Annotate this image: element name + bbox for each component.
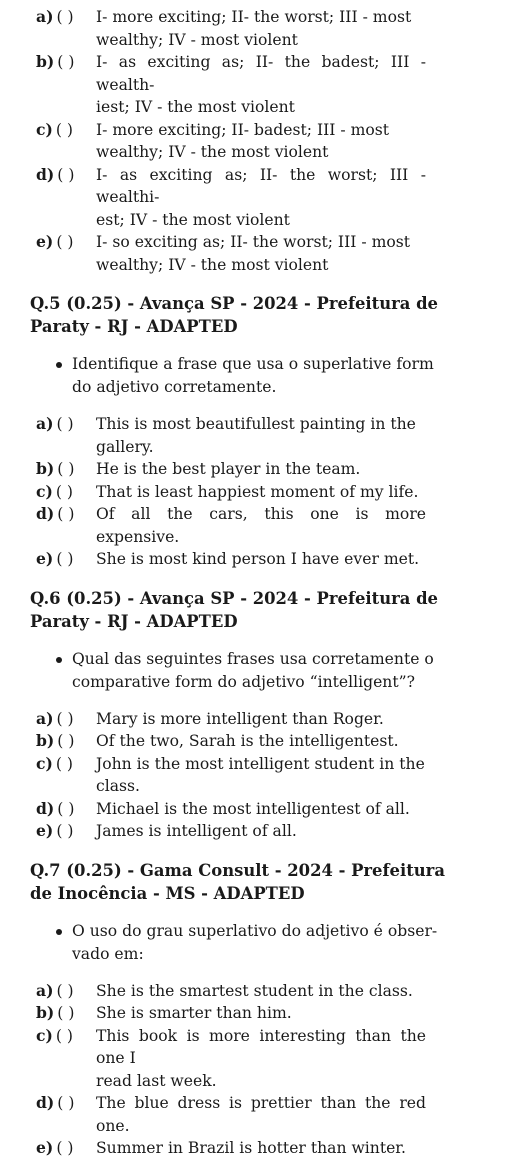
option-marker: e) ( ) xyxy=(36,1138,74,1157)
q6-option-e[interactable] xyxy=(36,820,470,843)
option-marker: d) ( ) xyxy=(36,1093,75,1112)
option-text-line: This is most beautifullest painting in the xyxy=(96,415,416,433)
answer-box[interactable]: ( ) xyxy=(55,482,73,501)
option-text-line: Of the two, Sarah is the intelligentest. xyxy=(96,732,399,750)
answer-box[interactable]: ( ) xyxy=(56,550,74,568)
option-text-line: This book is more interesting than the one I xyxy=(96,1026,426,1067)
option-marker: b) ( ) xyxy=(36,459,75,478)
option-text-line: est; IV - the most violent xyxy=(96,210,290,229)
answer-box[interactable]: ( ) xyxy=(55,120,73,139)
option-text-line: wealthy; IV - most violent xyxy=(96,30,298,49)
answer-box[interactable]: ( ) xyxy=(57,1094,75,1112)
answer-box[interactable]: ( ) xyxy=(57,460,75,478)
option-marker: b) ( ) xyxy=(36,52,75,71)
q6-option-b[interactable] xyxy=(36,730,470,753)
q5-option-e[interactable] xyxy=(36,548,470,571)
option-text-line: James is intelligent of all. xyxy=(96,822,297,840)
option-marker: c) ( ) xyxy=(36,481,73,501)
question-prompt: O uso do grau superlativo do adjetivo é obser- vado em: xyxy=(0,920,506,966)
option-marker: b) ( ) xyxy=(36,731,75,750)
answer-box[interactable]: ( ) xyxy=(55,1026,73,1045)
bullet-icon xyxy=(56,362,62,368)
answer-box[interactable]: ( ) xyxy=(55,754,73,773)
answer-box[interactable]: ( ) xyxy=(56,8,74,26)
answer-box[interactable]: ( ) xyxy=(56,415,74,433)
question-5 xyxy=(0,292,506,571)
option-text-line: John is the most intelligent student in the xyxy=(96,754,425,773)
answer-box[interactable]: ( ) xyxy=(57,732,75,750)
answer-box[interactable]: ( ) xyxy=(57,505,75,523)
option-marker: e) ( ) xyxy=(36,549,74,568)
option-text-line: She is most kind person I have ever met. xyxy=(96,550,420,568)
option-text-line: The blue dress is prettier than the red one. xyxy=(96,1094,426,1135)
option-marker: c) ( ) xyxy=(36,753,73,773)
option-text-line: I- as exciting as; II- the badest; III - wealth- xyxy=(96,53,426,94)
option-marker: a) ( ) xyxy=(36,414,74,433)
answer-box[interactable]: ( ) xyxy=(56,822,74,840)
question-title: Q.7 (0.25) - Gama Consult - 2024 - Prefeitura de Inocência - MS - ADAPTED xyxy=(30,860,445,903)
q4-options xyxy=(0,6,470,276)
option-text-line: She is the smartest student in the class. xyxy=(96,981,413,1000)
option-text-line: class. xyxy=(96,777,140,795)
q5-option-a[interactable] xyxy=(36,413,470,458)
q5-options xyxy=(0,413,470,571)
option-text-line: I- more exciting; II- the worst; III - most xyxy=(96,8,412,26)
question-title: Q.6 (0.25) - Avança SP - 2024 - Prefeitura de Paraty - RJ - ADAPTED xyxy=(30,588,438,631)
q4-option-e[interactable] xyxy=(36,231,470,276)
q5-option-c[interactable] xyxy=(36,481,470,504)
answer-box[interactable]: ( ) xyxy=(57,799,75,818)
option-text-line: Summer in Brazil is hotter than winter. xyxy=(96,1139,407,1157)
option-text-line: I- so exciting as; II- the worst; III - most xyxy=(96,233,411,251)
answer-box[interactable]: ( ) xyxy=(56,709,74,728)
q5-option-b[interactable] xyxy=(36,458,470,481)
q4-option-d[interactable] xyxy=(36,164,470,232)
option-marker: d) ( ) xyxy=(36,798,75,818)
option-text-line: Of all the cars, this one is more expensive. xyxy=(96,505,426,546)
q4-option-c[interactable] xyxy=(36,119,470,164)
bullet-icon xyxy=(56,657,62,663)
bullet-icon xyxy=(56,929,62,935)
option-marker: b) ( ) xyxy=(36,1003,75,1022)
question-7 xyxy=(0,859,506,1160)
q6-option-c[interactable] xyxy=(36,753,470,798)
answer-box[interactable]: ( ) xyxy=(57,53,75,71)
question-title: Q.5 (0.25) - Avança SP - 2024 - Prefeitura de Paraty - RJ - ADAPTED xyxy=(30,294,438,336)
answer-box[interactable]: ( ) xyxy=(56,233,74,251)
q7-options xyxy=(0,980,470,1160)
option-marker: d) ( ) xyxy=(36,164,75,184)
option-marker: a) ( ) xyxy=(36,7,74,26)
q4-option-a[interactable] xyxy=(36,6,470,51)
option-text-line: Michael is the most intelligentest of all. xyxy=(96,799,410,818)
option-text-line: She is smarter than him. xyxy=(96,1004,292,1022)
option-marker: e) ( ) xyxy=(36,232,74,251)
option-text-line: gallery. xyxy=(96,437,154,456)
q7-option-a[interactable] xyxy=(36,980,470,1003)
option-marker: a) ( ) xyxy=(36,980,74,1000)
option-marker: c) ( ) xyxy=(36,119,73,139)
q6-options xyxy=(0,708,470,843)
q6-option-a[interactable] xyxy=(36,708,470,731)
q5-option-d[interactable] xyxy=(36,503,470,548)
question-6 xyxy=(0,587,506,843)
option-marker: c) ( ) xyxy=(36,1025,73,1045)
option-text-line: wealthy; IV - the most violent xyxy=(96,255,329,274)
option-marker: a) ( ) xyxy=(36,708,74,728)
option-marker: d) ( ) xyxy=(36,504,75,523)
option-text-line: That is least happiest moment of my life. xyxy=(96,482,419,501)
option-text-line: He is the best player in the team. xyxy=(96,460,361,478)
answer-box[interactable]: ( ) xyxy=(56,981,74,1000)
q7-option-e[interactable] xyxy=(36,1137,470,1160)
answer-box[interactable]: ( ) xyxy=(56,1139,74,1157)
q7-option-b[interactable] xyxy=(36,1002,470,1025)
option-text-line: wealthy; IV - the most violent xyxy=(96,143,329,161)
option-text-line: iest; IV - the most violent xyxy=(96,98,295,116)
option-text-line: I- as exciting as; II- the worst; III - wealthi- xyxy=(96,165,426,206)
question-prompt: Qual das seguintes frases usa corretamente o comparative form do adjetivo “intelligent”? xyxy=(0,648,506,694)
q6-option-d[interactable] xyxy=(36,798,470,821)
option-text-line: Mary is more intelligent than Roger. xyxy=(96,709,384,728)
q7-option-c[interactable] xyxy=(36,1025,470,1093)
answer-box[interactable]: ( ) xyxy=(57,1004,75,1022)
answer-box[interactable]: ( ) xyxy=(57,165,75,184)
option-text-line: read last week. xyxy=(96,1071,217,1090)
option-marker: e) ( ) xyxy=(36,821,74,840)
option-text-line: I- more exciting; II- badest; III - most xyxy=(96,120,390,139)
question-prompt: Identifique a frase que usa o superlative form do adjetivo corretamente. xyxy=(0,353,506,399)
q4-option-b[interactable] xyxy=(36,51,470,119)
